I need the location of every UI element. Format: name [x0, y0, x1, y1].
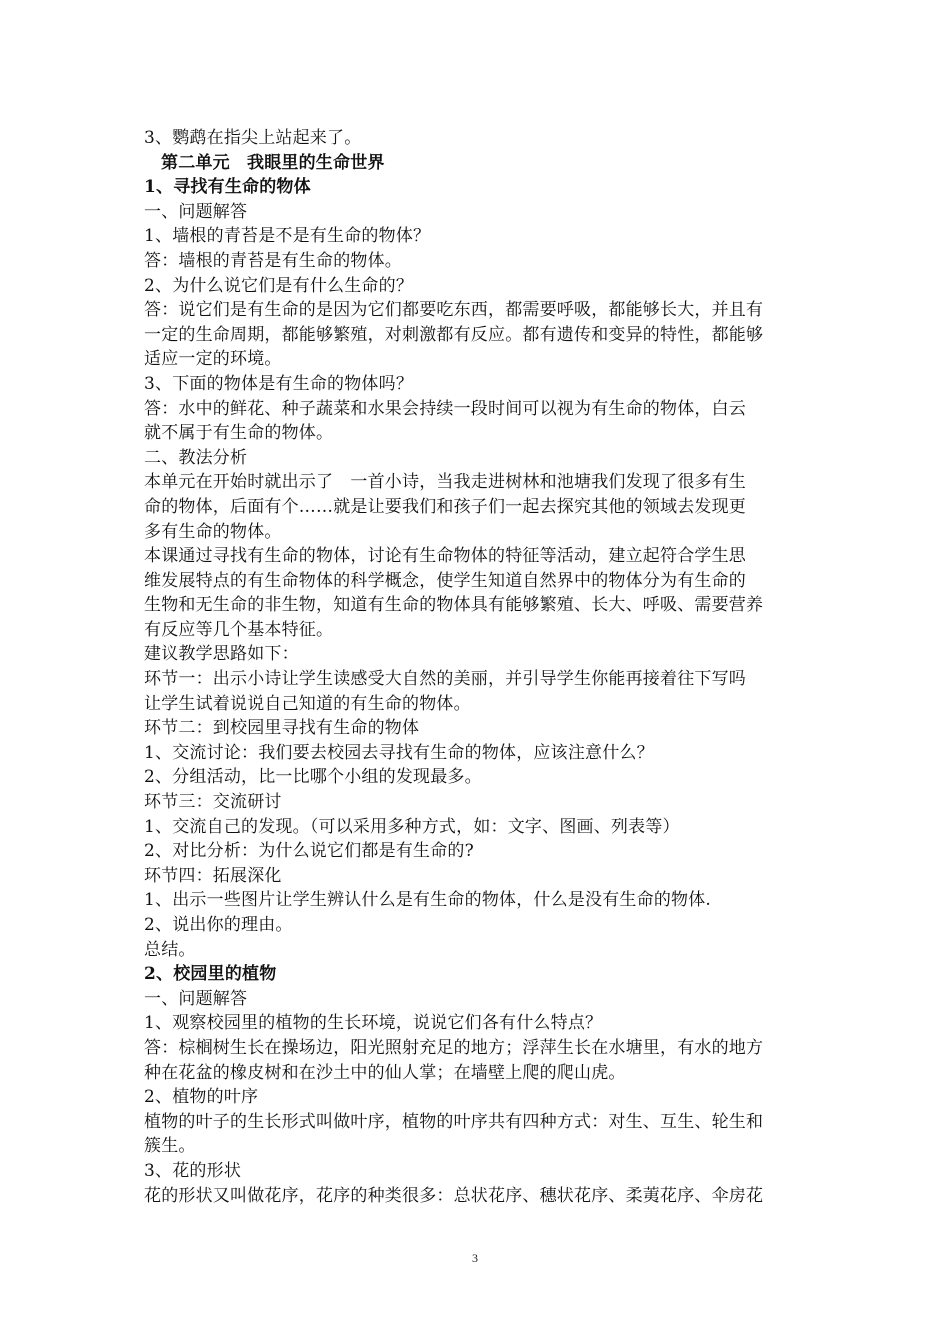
answer-line: 答：墙根的青苔是有生命的物体。: [144, 250, 402, 271]
text-line: 3、花的形状: [144, 1160, 242, 1181]
answer-line: 答：说它们是有生命的是因为它们都要吃东西，都需要呼吸，都能够长大，并且有: [144, 300, 764, 321]
step-heading: 环节二：到校园里寻找有生命的物体: [144, 718, 420, 739]
unit-heading: 第二单元 我眼里的生命世界: [161, 152, 385, 173]
page-number: 3: [472, 1251, 478, 1265]
text-line: 命的物体，后面有个……就是让要我们和孩子们一起去探究其他的领域去发现更: [144, 496, 746, 517]
question-line: 1、观察校园里的植物的生长环境，说说它们各有什么特点？: [144, 1013, 603, 1034]
document-body: [144, 126, 812, 1208]
section-heading: 一、问题解答: [144, 201, 248, 222]
step-heading: 环节三：交流研讨: [144, 792, 282, 813]
text-line: 一定的生命周期，都能够繁殖，对刺激都有反应。都有遗传和变异的特性，都能够: [144, 324, 764, 345]
text-line: 3、鹦鹉在指尖上站起来了。: [144, 128, 362, 148]
lesson-heading: 1、寻找有生命的物体: [144, 177, 311, 198]
answer-line: 答：棕榈树生长在操场边，阳光照射充足的地方；浮萍生长在水塘里，有水的地方: [144, 1037, 764, 1058]
step-heading: 环节四：拓展深化: [144, 865, 282, 886]
text-line: 1、交流讨论：我们要去校园去寻找有生命的物体，应该注意什么？: [144, 742, 654, 763]
text-line: 多有生命的物体。: [144, 521, 282, 542]
text-line: 本单元在开始时就出示了 一首小诗，当我走进树林和池塘我们发现了很多有生: [144, 472, 746, 493]
text-line: 2、对比分析：为什么说它们都是有生命的?: [144, 841, 474, 862]
text-line: 生物和无生命的非生物，知道有生命的物体具有能够繁殖、长大、呼吸、需要营养: [144, 595, 764, 616]
text-line: 环节一：出示小诗让学生读感受大自然的美丽，并引导学生你能再接着往下写吗: [144, 669, 746, 690]
text-line: 有反应等几个基本特征。: [144, 619, 334, 640]
text-line: 2、说出你的理由。: [144, 915, 293, 935]
text-line: 植物的叶子的生长形式叫做叶序，植物的叶序共有四种方式：对生、互生、轮生和: [144, 1111, 764, 1132]
text-line: 就不属于有生命的物体。: [144, 423, 334, 444]
question-line: 1、墙根的青苔是不是有生命的物体？: [144, 226, 431, 247]
text-line: 花的形状又叫做花序，花序的种类很多：总状花序、穗状花序、柔荑花序、伞房花: [144, 1185, 764, 1206]
text-line: 1、出示一些图片让学生辨认什么是有生命的物体，什么是没有生命的物体.: [144, 890, 712, 911]
text-line: 本课通过寻找有生命的物体，讨论有生命物体的特征等活动，建立起符合学生思: [144, 546, 746, 567]
lesson-heading: 2、校园里的植物: [144, 964, 277, 985]
section-heading: 一、问题解答: [144, 988, 248, 1009]
text-line: 1、交流自己的发现。（可以采用多种方式，如：文字、图画、列表等）: [144, 816, 680, 837]
text-line: 2、植物的叶序: [144, 1087, 259, 1108]
question-line: 3、下面的物体是有生命的物体吗？: [144, 373, 414, 394]
section-heading: 二、教法分析: [144, 447, 248, 468]
text-line: 建议教学思路如下：: [144, 644, 299, 665]
text-line: 种在花盆的橡皮树和在沙土中的仙人掌；在墙壁上爬的爬山虎。: [144, 1062, 626, 1083]
text-line: 2、分组活动，比一比哪个小组的发现最多。: [144, 767, 482, 788]
answer-line: 答：水中的鲜花、种子蔬菜和水果会持续一段时间可以视为有生命的物体，白云: [144, 398, 746, 419]
text-line: 总结。: [144, 939, 196, 960]
text-line: 簇生。: [144, 1136, 196, 1157]
text-line: 适应一定的环境。: [144, 349, 282, 370]
text-line: 让学生试着说说自己知道的有生命的物体。: [144, 693, 471, 714]
question-line: 2、为什么说它们是有什么生命的？: [144, 275, 414, 296]
text-line: 维发展特点的有生命物体的科学概念，使学生知道自然界中的物体分为有生命的: [144, 570, 746, 591]
